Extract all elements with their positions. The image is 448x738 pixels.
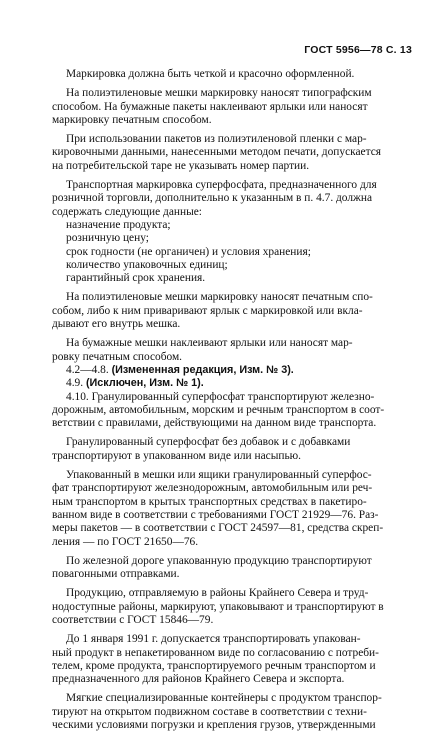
paragraph (52, 469, 412, 549)
text-line: маркировку печатным способом. (52, 113, 212, 126)
text-line: 4.10. Гранулированный суперфосфат транспортируют железно- (66, 390, 375, 403)
text-line: фат транспортируют железнодорожным, автомобильным или реч- (52, 482, 373, 495)
text-line: ления — по ГОСТ 21650—76. (52, 535, 199, 548)
document-body (52, 68, 412, 738)
text-line: дывают его внутрь мешка. (52, 318, 181, 331)
paragraph (52, 87, 412, 127)
text-line: тируют на открытом подвижном составе в соответствии с техни- (52, 705, 367, 718)
paragraph (52, 692, 412, 732)
text-line: ным транспортом в крытых транспортных средствах в пакетиро- (52, 495, 367, 508)
text-line: На бумажные мешки наклеивают ярлыки или наносят мар- (66, 337, 353, 350)
text-line: срок годности (не органичен) и условия хранения; (66, 245, 311, 258)
text-line: На полиэтиленовые мешки маркировку наносят типографским (66, 87, 372, 100)
paragraph (52, 436, 412, 463)
text-line: ный продукт в непакетированном виде по согласованию с потреби- (52, 646, 379, 659)
paragraph (52, 219, 412, 232)
paragraph (52, 633, 412, 686)
paragraph (52, 259, 412, 272)
text-line: Гранулированный суперфосфат без добавок и с добавками (66, 436, 351, 449)
paragraph (52, 272, 412, 285)
text-line: ровку печатным способом. (52, 350, 183, 363)
text-line: На полиэтиленовые мешки маркировку наносят печатным спо- (66, 291, 373, 304)
text-line: 4.9. (Исключен, Изм. № 1). (66, 377, 204, 390)
paragraph (52, 68, 412, 81)
text-line: назначение продукта; (66, 218, 171, 231)
text-line: ческими условиями погрузки и крепления грузов, утвержденными (52, 719, 376, 732)
paragraph (52, 232, 412, 245)
paragraph (52, 377, 412, 390)
text-line: гарантийный срок хранения. (66, 272, 206, 285)
paragraph (52, 179, 412, 219)
paragraph (52, 587, 412, 627)
text-line: Мягкие специализированные контейнеры с продуктом транспор- (66, 692, 382, 705)
text-line: собом, либо к ним приваривают ярлык с маркировкой или вкла- (52, 304, 363, 317)
text-line: предназначенного для районов Крайнего Севера и экспорта. (52, 673, 345, 686)
text-line: По железной дороге упакованную продукцию транспортируют (66, 554, 372, 567)
text-line: кировочными данными, нанесенными методом печати, допускается (52, 146, 382, 159)
text-line: 4.2—4.8. (Измененная редакция, Изм. № 3). (66, 363, 294, 376)
text-line: транспортируют в упакованном виде или насыпью. (52, 449, 301, 462)
text-line: на потребительской таре не указывать номер партии. (52, 159, 310, 172)
text-line: ветствии с правилами, действующими на данном виде транспорта. (52, 417, 377, 430)
paragraph (52, 391, 412, 431)
paragraph (52, 364, 412, 377)
text-line: меры пакетов — в соответствии с ГОСТ 24597—81, средства скреп- (52, 522, 384, 535)
paragraph (52, 337, 412, 364)
paragraph (52, 133, 412, 173)
text-line: содержать следующие данные: (52, 205, 202, 218)
text-line: Продукцию, отправляемую в районы Крайнего Севера и труд- (66, 587, 369, 600)
text-line: ванном виде в соответствии с требованиями ГОСТ 21929—76. Раз- (52, 508, 379, 521)
text-line: нодоступные районы, маркируют, упаковывают и транспортируют в (52, 600, 384, 613)
text-line: дорожным, автомобильным, морским и речным транспортом в соот- (52, 403, 385, 416)
text-line: Упакованный в мешки или ящики гранулированный суперфос- (66, 469, 372, 482)
text-line: телем, кроме продукта, транспортируемого речным транспортом и (52, 659, 376, 672)
text-line: соответствии с ГОСТ 15846—79. (52, 613, 214, 626)
text-line: розничную цену; (66, 232, 149, 245)
paragraph (52, 246, 412, 259)
paragraph (52, 291, 412, 331)
text-line: розничной торговли, дополнительно к указанным в п. 4.7. должна (52, 192, 373, 205)
text-line: Транспортная маркировка суперфосфата, предназначенного для (66, 179, 377, 192)
text-line: способом. На бумажные пакеты наклеивают ярлыки или наносят (52, 100, 368, 113)
paragraph (52, 555, 412, 582)
text-line: количество упаковочных единиц; (66, 258, 228, 271)
text-line: Маркировка должна быть четкой и красочно оформленной. (66, 68, 355, 80)
text-line: До 1 января 1991 г. допускается транспортировать упакован- (66, 633, 361, 646)
page-header: ГОСТ 5956—78 С. 13 (304, 44, 412, 56)
text-line: повагонными отправками. (52, 568, 180, 581)
text-line: При использовании пакетов из полиэтиленовой пленки с мар- (66, 133, 367, 146)
